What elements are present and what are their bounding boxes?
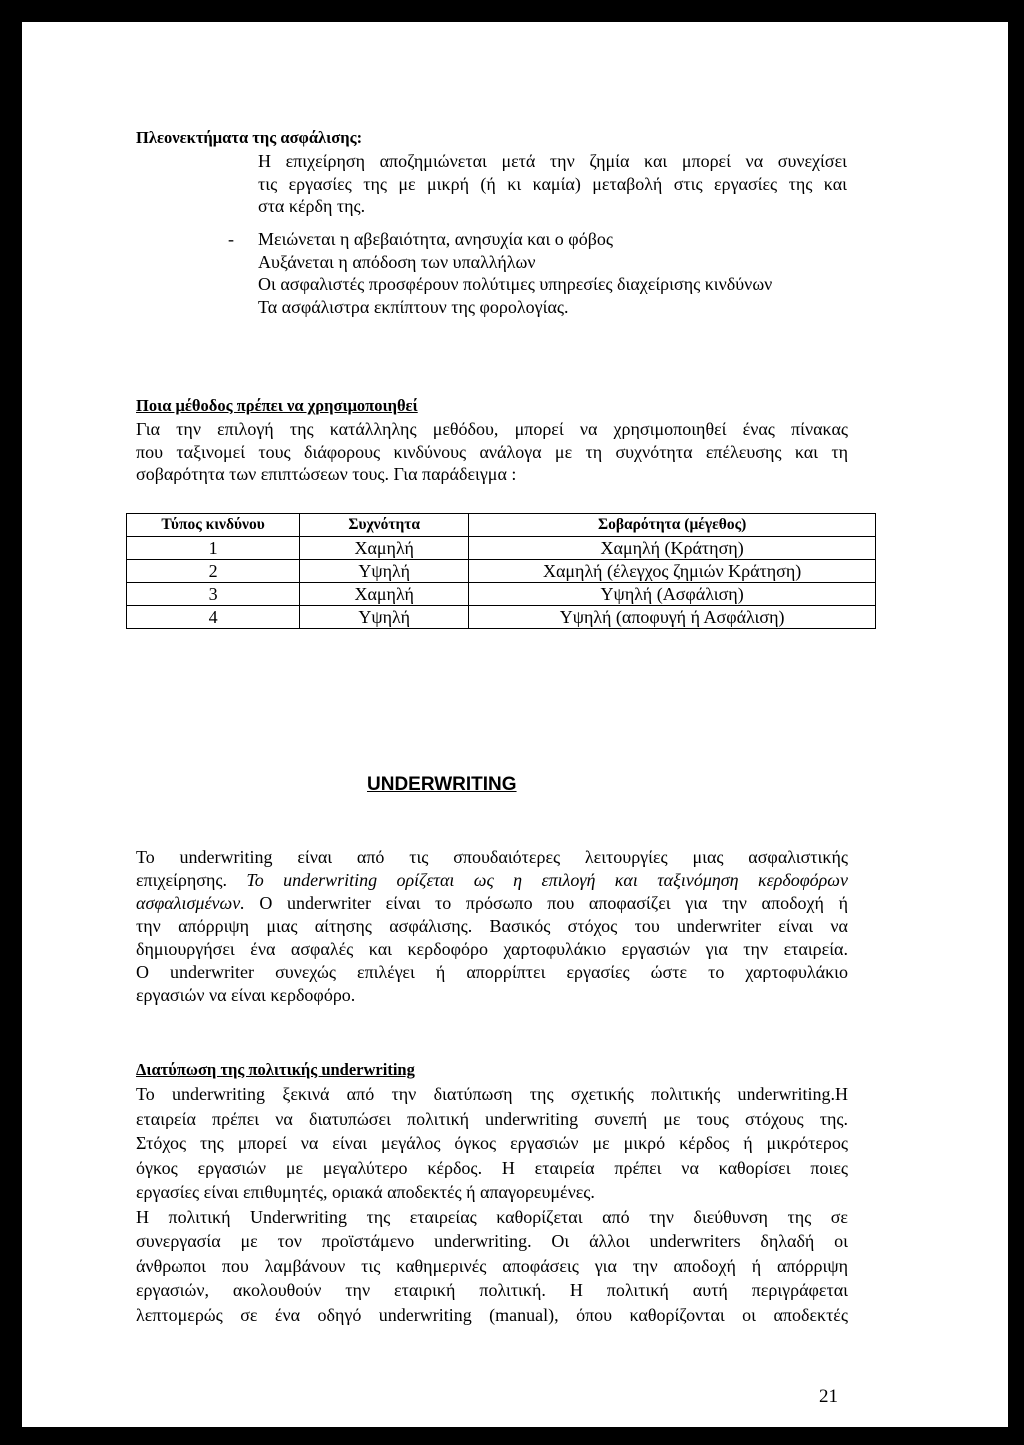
underwriting-heading: UNDERWRITING	[367, 774, 517, 795]
table-cell: Υψηλή	[300, 606, 469, 629]
table-cell: Χαμηλή (έλεγχος ζημιών Κράτηση)	[469, 560, 876, 583]
table-cell: 2	[127, 560, 300, 583]
text-line: δημιουργήσει ένα ασφαλές και κερδοφόρο χαρτοφυλάκιο εργασιών για την εταιρεία.	[136, 939, 848, 959]
list-item: Τα ασφάλιστρα εκπίπτουν της φορολογίας.	[258, 296, 569, 317]
table-header-cell: Τύπος κινδύνου	[127, 514, 300, 537]
text-line: που ταξινομεί τους διάφορους κινδύνους ανάλογα με τη συχνότητα επέλευσης και τη	[136, 441, 848, 462]
text-line: εταιρεία πρέπει να διατυπώσει πολιτική underwriting συνεπή με τους στόχους της.	[136, 1108, 848, 1129]
advantages-list	[258, 228, 772, 318]
text-line: συνεργασία με τον προϊστάμενο underwriting. Οι άλλοι underwriters δηλαδή οι	[136, 1231, 848, 1251]
list-item: Μειώνεται η αβεβαιότητα, ανησυχία και ο φόβος	[258, 229, 613, 249]
text-line: Η επιχείρηση αποζημιώνεται μετά την ζημία και μπορεί να συνεχίσει	[258, 151, 847, 171]
text-span: επιχείρησης.	[136, 870, 228, 890]
text-line: εργασίες είναι επιθυμητές, οριακά αποδεκτές ή απαγορευμένες.	[136, 1182, 595, 1202]
policy-paragraph	[136, 1082, 848, 1327]
table-header-row	[127, 514, 876, 537]
method-heading: Ποια μέθοδος πρέπει να χρησιμοποιηθεί	[136, 396, 418, 415]
text-span: Ο underwriter είναι το πρόσωπο που αποφασίζει για την αποδοχή ή	[259, 893, 848, 913]
page-number: 21	[819, 1386, 838, 1407]
risk-table	[126, 513, 876, 629]
table-header-cell: Σοβαρότητα (μέγεθος)	[469, 514, 876, 537]
table-row	[127, 606, 876, 629]
text-line: άνθρωποι που λαμβάνουν τις καθημερινές αποφάσεις για την αποδοχή ή απόρριψη	[136, 1255, 848, 1276]
table-cell: 3	[127, 583, 300, 606]
text-line: Το underwriting είναι από τις σπουδαιότερες λειτουργίες μιας ασφαλιστικής	[136, 847, 848, 867]
table-cell: Υψηλή (αποφυγή ή Ασφάλιση)	[469, 606, 876, 629]
text-line: την απόρριψη μιας αίτησης ασφάλισης. Βασικός στόχος του underwriter είναι να	[136, 916, 848, 936]
method-paragraph	[136, 418, 848, 486]
text-line: Ο underwriter συνεχώς επιλέγει ή απορρίπτει εργασίες ώστε το χαρτοφυλάκιο	[136, 962, 848, 982]
text-line	[136, 892, 848, 915]
table-row	[127, 583, 876, 606]
text-line: εργασιών να είναι κερδοφόρο.	[136, 985, 356, 1005]
definition-text: Το underwriting ορίζεται ως η επιλογή και ταξινόμηση κερδοφόρων	[246, 870, 849, 890]
table-cell: Χαμηλή (Κράτηση)	[469, 537, 876, 560]
text-line: Για την επιλογή της κατάλληλης μεθόδου, μπορεί να χρησιμοποιηθεί ένας πίνακας	[136, 419, 848, 439]
table-cell: 4	[127, 606, 300, 629]
table-cell: 1	[127, 537, 300, 560]
dash-bullet: -	[228, 229, 234, 249]
table-cell: Υψηλή (Ασφάλιση)	[469, 583, 876, 606]
definition-text: ασφαλισμένων.	[136, 893, 245, 913]
text-line: λεπτομερώς σε ένα οδηγό underwriting (manual), όπου καθορίζονται οι αποδεκτές	[136, 1304, 848, 1325]
table-row	[127, 537, 876, 560]
list-item: Αυξάνεται η απόδοση των υπαλλήλων	[258, 251, 536, 272]
table-row	[127, 560, 876, 583]
text-line: Στόχος της μπορεί να είναι μεγάλος όγκος εργασιών με μικρό κέρδος ή μικρότερος	[136, 1133, 848, 1153]
table-cell: Χαμηλή	[300, 537, 469, 560]
list-item: Οι ασφαλιστές προσφέρουν πολύτιμες υπηρεσίες διαχείρισης κινδύνων	[258, 274, 773, 294]
text-line: στα κέρδη της.	[258, 196, 366, 216]
advantages-paragraph	[258, 150, 847, 218]
underwriting-paragraph	[136, 846, 848, 1007]
table-cell: Χαμηλή	[300, 583, 469, 606]
text-line: όγκος εργασιών με μεγαλύτερο κέρδος. Η εταιρεία πρέπει να καθορίσει ποιες	[136, 1157, 848, 1178]
policy-heading: Διατύπωση της πολιτικής underwriting	[136, 1060, 415, 1079]
document-page	[22, 22, 1008, 1427]
advantages-heading: Πλεονεκτήματα της ασφάλισης:	[136, 128, 363, 147]
table-header-cell: Συχνότητα	[300, 514, 469, 537]
text-line	[136, 869, 848, 892]
text-line: εργασιών, ακολουθούν την εταιρική πολιτική. Η πολιτική αυτή περιγράφεται	[136, 1280, 848, 1300]
text-line: Η πολιτική Underwriting της εταιρείας καθορίζεται από την διεύθυνση της σε	[136, 1206, 848, 1227]
text-line: τις εργασίες της με μικρή (ή κι καμία) μεταβολή στις εργασίες της και	[258, 173, 847, 194]
text-line: Το underwriting ξεκινά από την διατύπωση της σχετικής πολιτικής underwriting.Η	[136, 1084, 848, 1104]
text-line: σοβαρότητα των επιπτώσεων τους. Για παράδειγμα :	[136, 464, 517, 484]
table-cell: Υψηλή	[300, 560, 469, 583]
